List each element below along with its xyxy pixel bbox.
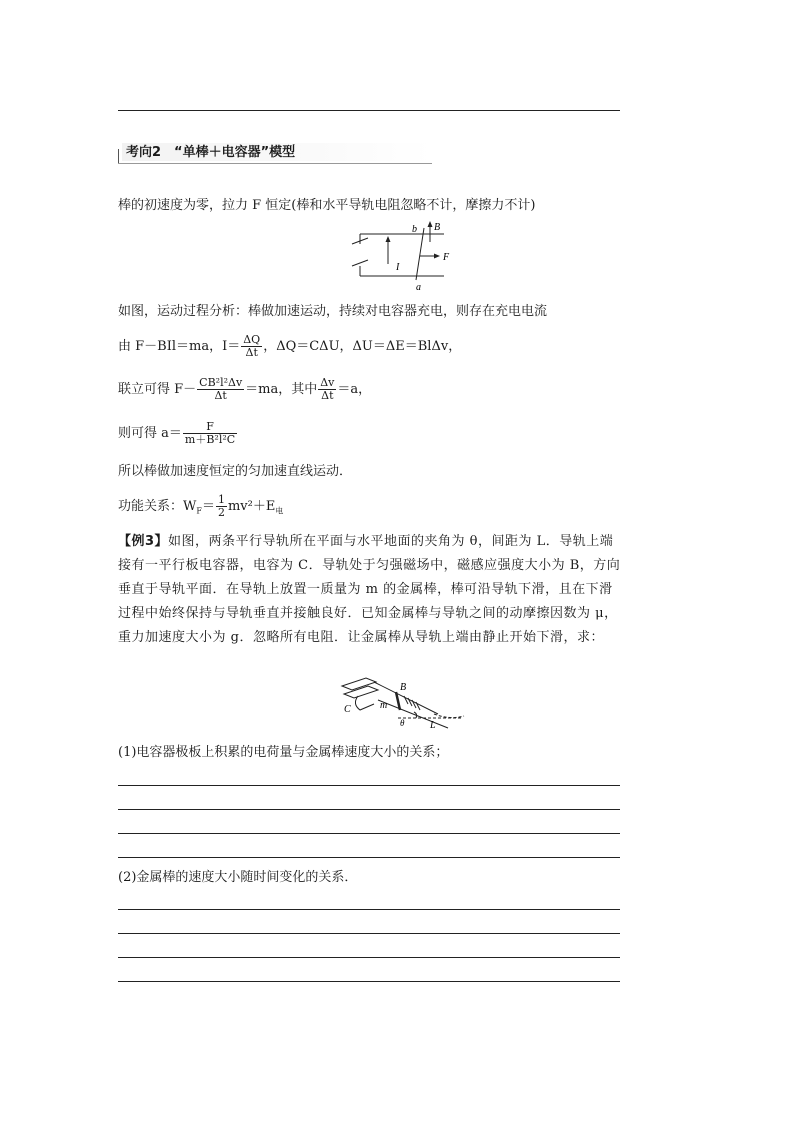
fig2-label-theta: θ [400,718,405,728]
equation-3 [118,421,238,447]
eq1-denominator: Δt [245,346,258,359]
eq4-suffix: mv²＋E [227,499,276,514]
answer-line [118,957,620,958]
answer-line [118,933,620,934]
eq4-subscript: F [196,506,202,516]
eq3-denominator: m＋B²l²C [184,433,236,446]
eq4-equals: ＝ [201,499,215,514]
header-rule [118,110,620,111]
eq2-numerator-2: Δv [320,376,335,389]
example-body: 如图，两条平行导轨所在平面与水平地面的夹角为 θ，间距为 L．导轨上端接有一平行板电容器，电容为 C．导轨处于匀强磁场中，磁感应强度大小为 B，方向垂直于导轨平面．在导轨上放置一质量为 m 的金属棒，棒可沿导轨下滑，且在下滑过程中始终保持与导轨垂直并接触良好．已知金属棒与导轨之间的动摩擦因数为 μ，重力加速度大小为 g．忽略所有电阻．让金属棒从导轨上端由静止开始下滑，求： [118,534,621,645]
fig2-label-L: L [430,720,436,731]
eq1-prefix: 由 F－BIl＝ma，I＝ [118,339,241,354]
section-heading [118,143,432,165]
fig2-label-B: B [400,682,407,693]
eq1-numerator: ΔQ [243,333,261,346]
heading-bracket [118,149,125,164]
heading-underline [118,163,432,164]
fig2-label-m: m [380,700,388,711]
eq2-prefix: 联立可得 F－ [118,382,197,397]
eq3-fraction [183,421,237,446]
answer-line [118,981,620,982]
figure-inclined-rails [338,670,468,736]
eq2-mid: ＝ma，其中 [245,382,318,397]
eq3-numerator: F [183,421,237,434]
eq2-denominator-2: Δt [321,389,334,402]
equation-2 [118,377,371,403]
question-1: (1)电容器极板上积累的电荷量与金属棒速度大小的关系； [118,745,449,760]
fig1-label-I: I [396,262,400,273]
answer-line [118,833,620,834]
eq2-denominator: Δt [214,389,227,402]
equation-4 [118,494,283,525]
eq2-numerator: CB²l²Δv [199,376,243,389]
eq4-numerator: 1 [217,493,225,506]
eq4-denominator: 2 [217,506,225,519]
intro-line-1: 棒的初速度为零，拉力 F 恒定(棒和水平导轨电阻忽略不计，摩擦力不计) [118,198,536,213]
equation-1 [118,334,461,360]
eq4-prefix: 功能关系：W [118,499,197,514]
fig1-label-F: F [443,252,450,263]
eq2-fraction-2 [318,377,336,402]
fig1-label-b: b [412,224,417,235]
fig1-label-a: a [416,282,421,292]
intro-line-6: 所以棒做加速度恒定的匀加速直线运动． [118,464,353,479]
eq4-fraction [216,494,227,519]
answer-line [118,785,620,786]
question-2: (2)金属棒的速度大小随时间变化的关系． [118,870,358,885]
fig1-label-B: B [434,222,441,233]
eq2-fraction [197,377,244,402]
answer-line [118,809,620,810]
example-paragraph [118,530,622,650]
answer-line [118,857,620,858]
eq1-fraction [241,334,262,359]
eq4-subscript-2: 电 [275,506,284,516]
eq3-prefix: 则可得 a＝ [118,426,182,441]
intro-line-2: 如图，运动过程分析：棒做加速运动，持续对电容器充电，则存在充电电流 [118,304,548,319]
fig2-label-C: C [344,704,351,715]
eq2-suffix: ＝a， [337,382,372,397]
example-tag: 【例3】 [118,534,169,549]
heading-label: 考向2 “单棒＋电容器”模型 [126,145,296,160]
figure-rail-capacitor [348,220,458,292]
eq1-suffix: ，ΔQ＝CΔU，ΔU＝ΔE＝BlΔv， [263,339,462,354]
answer-line [118,909,620,910]
